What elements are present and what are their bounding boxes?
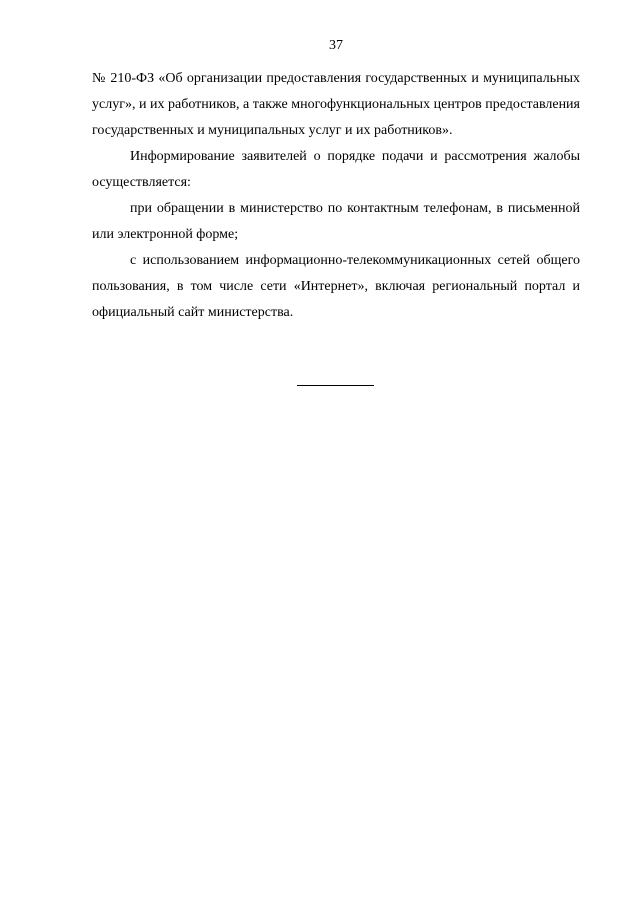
paragraph-law-reference: № 210-ФЗ «Об организации предоставления государственных и муниципальных услуг», и их работников, а также многофункциональных центров предоставления государственных и муниципальных услуг и их работников».	[92, 71, 580, 138]
paragraph-contact-ministry: при обращении в министерство по контактным телефонам, в письменной или электронной форме;	[92, 201, 580, 242]
paragraph-informing-applicants: Информирование заявителей о порядке подачи и рассмотрения жалобы осуществляется:	[92, 149, 580, 190]
paragraph-internet-usage: с использованием информационно-телекоммуникационных сетей общего пользования, в том числе сети «Интернет», включая региональный портал и официальный сайт министерства.	[92, 253, 580, 320]
end-separator-line	[297, 385, 374, 386]
page-number: 37	[329, 38, 343, 53]
document-body	[92, 66, 580, 326]
